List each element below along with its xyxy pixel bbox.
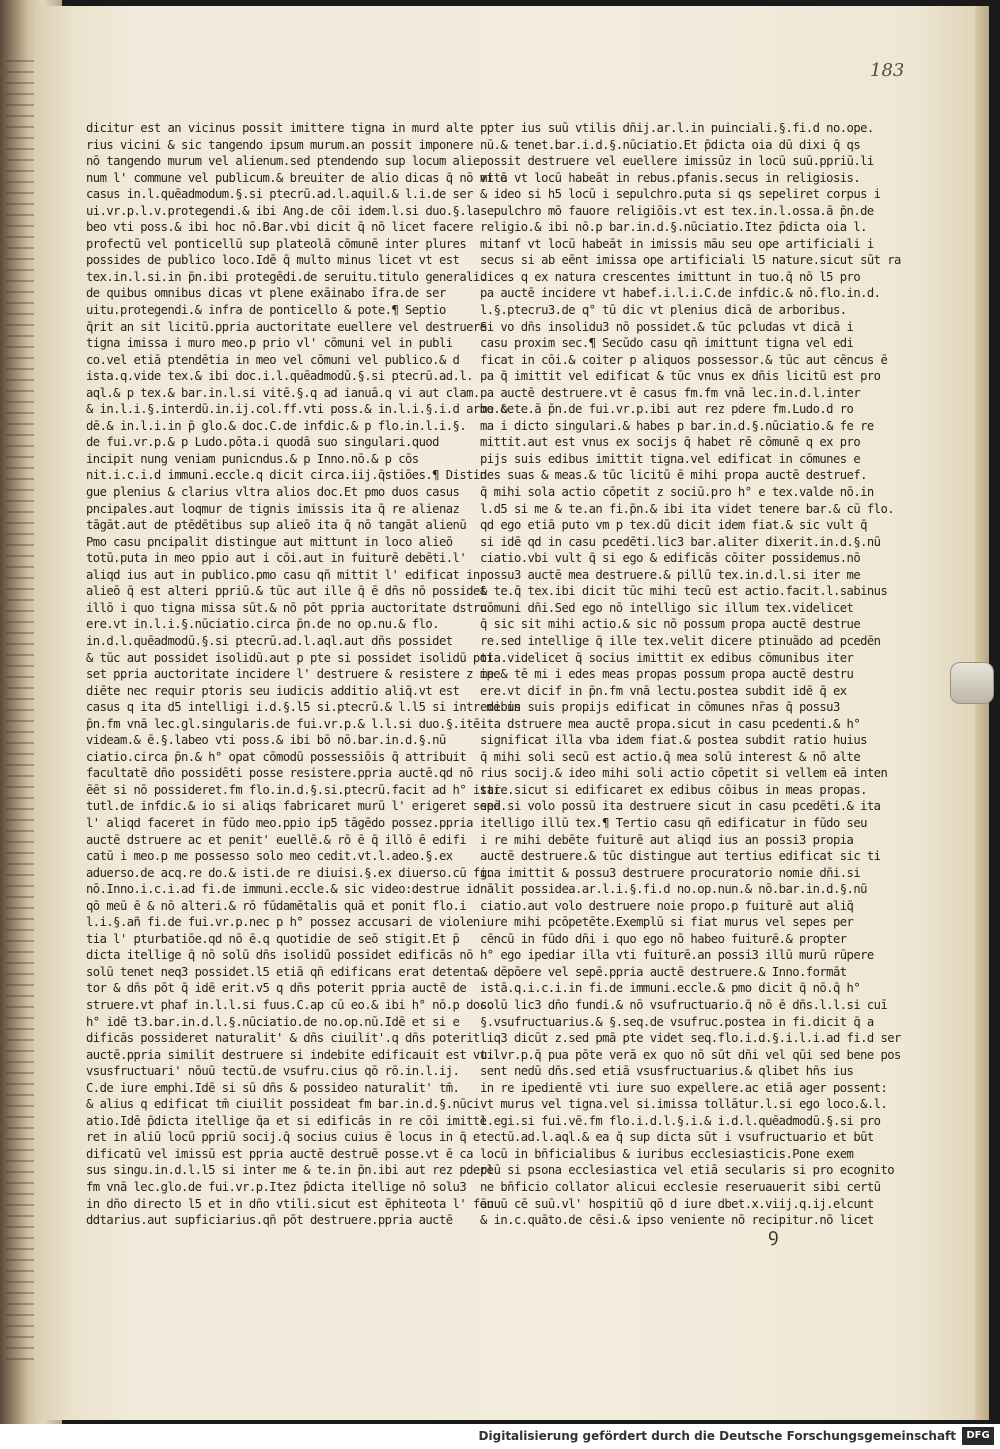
text-line: possit destruere vel euellere imissūz in locū suū.ppriū.li	[480, 154, 874, 169]
page-clip	[950, 662, 994, 704]
text-line: sed si volo possū ita destruere sicut in casu pcedēti.& ita	[480, 799, 881, 814]
text-line: atio.Idē p̄dicta itellige q̄a et si edificās in re cōi imitte	[86, 1113, 487, 1128]
text-line: significat illa vba idem fiat.& postea subdit ratio huius	[480, 733, 867, 748]
text-line: catū i meo.p me possesso solo meo cedit.vt.l.adeo.§.ex	[86, 849, 453, 864]
text-line: & tūc aut possidet isolidū.aut p pte si possidet isolidū pot	[86, 650, 494, 665]
text-line: diēte nec requir ptoris seu iudicis additio aliq̄.vt est	[86, 683, 460, 698]
text-line: des suas & meas.& tūc licitū ē mihi propa auctē destruef.	[480, 468, 867, 483]
text-line: & in.l.i.§.interdū.in.ij.col.ff.vti poss.& in.l.i.§.i.d arbo.ce	[86, 402, 514, 417]
text-line: ppter ius suū vtilis dn̄ij.ar.l.in puinciali.§.fi.d no.ope.	[480, 121, 874, 135]
text-line: gna imittit & possu3 destruere procuratorio nomie dn̄i.si	[480, 865, 861, 880]
text-line: q̄ mihi soli secū est actio.q̄ mea solū interest & nō alte	[480, 749, 861, 764]
text-line: tigna imissa i muro meo.p prio vl' cōmuni vel in publi	[86, 336, 453, 351]
text-line: dē.& in.l.i.in p̄ glo.& doc.C.de infdic.& p flo.in.l.i.§.	[86, 418, 467, 433]
text-line: re.sed intellige q̄ ille tex.velit dicere ptinuādo ad pcedēn	[480, 633, 881, 648]
text-line: nō tangendo murum vel alienum.sed ptendendo sup locum alie	[86, 154, 480, 169]
text-line: si idē qd in casu pcedēti.lic3 bar.aliter dixerit.in.d.§.nū	[480, 534, 881, 549]
text-line: ciatio.vbi vult q̄ si ego & edificās cōiter possidemus.nō	[480, 551, 861, 566]
text-line: nū.& tenet.bar.i.d.§.nūciatio.Et p̄dicta oia dū dixi q̄ qs	[480, 137, 861, 152]
text-line: tutl.de infdic.& io si aliqs fabricaret murū l' erigeret sepē.	[86, 799, 507, 814]
text-line: i re mihi debēte fuiturē aut aliqd ius an possi3 propia	[480, 832, 854, 847]
text-line: iure mihi pcōpetēte.Exemplū si fiat murus vel sepes per	[480, 915, 854, 930]
text-line: edibus suis propijs edificat in cōmunes nr̄as q̄ possu3	[480, 700, 840, 715]
page-fore-edge	[975, 6, 989, 1420]
text-line: l' aliqd faceret in fūdo meo.ppio ip5 tāgēdo possez.ppria	[86, 815, 473, 830]
text-line: ista.q.vide tex.& ibi doc.i.l.quēadmodū.§.si ptecrū.ad.l.	[86, 369, 473, 384]
text-line: nālit possidea.ar.l.i.§.fi.d no.op.nun.& nō.bar.in.d.§.nū	[480, 882, 867, 897]
text-line: qd ego etiā puto vm p tex.dū dicit idem fiat.& sic vult q̄	[480, 518, 867, 533]
text-line: tia.videlicet q̄ socius imittit ex edibus cōmunibus iter	[480, 650, 854, 665]
text-line: religio.& ibi nō.p bar.in.d.§.nūciatio.Itez p̄dicta oia l.	[480, 220, 867, 235]
text-line: §.vsufructuarius.& §.seq.de vsufruc.postea in fi.dicit q̄ a	[480, 1014, 874, 1029]
text-line: illō i quo tigna missa sūt.& nō pōt ppria auctoritate dstru	[86, 600, 487, 615]
text-line: incipit nung veniam punicndus.& p Inno.nō.& p cōs	[86, 451, 419, 466]
text-line: l.i.§.añ fi.de fui.vr.p.nec p h° possez accusari de violen	[86, 915, 480, 930]
text-line: nit.i.c.i.d immuni.eccle.q dicit circa.iij.q̄stiōes.¶ Distin	[86, 468, 487, 483]
text-line: l.egi.si fui.vē.fm flo.i.d.l.§.i.& i.d.l.quēadmodū.§.si pro	[480, 1113, 881, 1128]
text-line: solū tenet neq3 possidet.l5 etiā qn̄ edificans erat detenta	[86, 964, 480, 979]
text-line: ere.vt dicif in p̄n.fm vnā lectu.postea subdit idē q̄ ex	[480, 683, 847, 698]
text-line: cōmuni dn̄i.Sed ego nō intelligo sic illum tex.videlicet	[480, 600, 854, 615]
text-line: & alius q edificat tm̄ ciuilit possideat fm bar.in.d.§.nūci	[86, 1097, 480, 1112]
text-line: ddtarius.aut supficiarius.qn̄ pōt destruere.ppria auctē	[86, 1213, 453, 1228]
text-line: aliqd ius aut in publico.pmo casu qn̄ mittit l' edificat in	[86, 567, 480, 582]
text-line: alieō q̄ est alteri ppriū.& tūc aut ille q̄ ē dn̄s nō possidet	[86, 584, 487, 599]
text-line: Si vo dn̄s insolidu3 nō possidet.& tūc pcludas vt dicā i	[480, 319, 854, 334]
text-line: pncipales.aut loqmur de tignis imissis ita q̄ re alienaz	[86, 501, 460, 516]
text-line: de quibus omnibus dicas vt plene exāinabo īfra.de ser	[86, 286, 446, 301]
text-line: ficat in cōi.& coiter p aliquos possessor.& tūc aut cēncus ē	[480, 352, 888, 367]
text-line: ciatio.aut volo destruere noie propo.p fuiturē aut aliq̄	[480, 898, 854, 913]
text-line: liq3 dicūt z.sed pmā pte videt seq.flo.i.d.§.i.l.i.ad fi.d ser	[480, 1031, 901, 1046]
text-line: beo vti poss.& ibi hoc nō.Bar.vbi dicit q̄ nō licet facere	[86, 220, 473, 235]
text-line: q̄ mihi sola actio cōpetit z sociū.pro h° e tex.valde nō.in	[480, 485, 874, 500]
text-line: casus q ita d5 intelligi i.d.§.l5 si.ptecrū.& l.l5 si intr me in	[86, 700, 521, 715]
text-line: profectū vel ponticellū sup plateolā cōmunē inter plures	[86, 236, 467, 251]
text-line: qō meū ē & nō alteri.& rō fūdamētalis quā et ponit flo.i	[86, 898, 467, 913]
text-line: totū.puta in meo ppio aut i cōi.aut in fuiturē debēti.l'	[86, 551, 467, 566]
text-line: me & tē mi i edes meas propas possum propa auctē destru	[480, 667, 854, 682]
text-line: facultatē dn̄o possidēti posse resistere.ppria auctē.qd nō	[86, 766, 473, 781]
text-line: tor & dn̄s pōt q̄ idē erit.v5 q dn̄s poterit ppria auctē de	[86, 981, 467, 996]
text-line: ānuū cē suū.vl' hospitiū qō d iure dbet.x.viij.q.ij.elcunt	[480, 1196, 874, 1211]
text-line: auctē destruere.& tūc distingue aut tertius edificat sic ti	[480, 849, 881, 864]
text-line: Pmo casu pncipalit distingue aut mittunt in loco alieō	[86, 534, 453, 549]
text-line: co.vel etiā ptendētia in meo vel cōmuni vel publico.& d	[86, 352, 460, 367]
footer-bar	[0, 1424, 1000, 1449]
text-line: tāgāt.aut de ptēdētibus sup alieō ita q̄ nō tangāt alienū	[86, 518, 467, 533]
text-line: ita dstruere mea auctē propa.sicut in casu pcedenti.& h°	[480, 716, 861, 731]
text-line: possu3 auctē mea destruere.& pillū tex.in.d.l.si iter me	[480, 567, 861, 582]
text-line: istā.q.i.c.i.in fi.de immuni.eccle.& pmo dicit q̄ nō.q̄ h°	[480, 981, 861, 996]
text-line: tex.in.l.si.in p̄n.ibi protegēdi.de seruitu.titulo generali.	[86, 269, 487, 284]
text-line: l.d5 si me & te.an fi.p̄n.& ibi ita videt tenere bar.& cū flo.	[480, 501, 895, 516]
right-text-column	[480, 120, 901, 1229]
text-line: ere.vt in.l.i.§.nūciatio.circa p̄n.de no op.nu.& flo.	[86, 617, 439, 632]
text-line: pa auctē destruere.vt ē casus fm.fm vnā lec.in.d.l.inter	[480, 385, 861, 400]
text-line: auctē.ppria similit destruere si indebite edificauit est vt.l.	[86, 1047, 507, 1062]
text-line: num l' commune vel publicum.& breuiter de alio dicas q̄ nō vt ē	[86, 170, 507, 185]
text-line: set ppria auctoritate incidere l' destruere & resistere z ipe	[86, 667, 501, 682]
text-line: aduerso.de acq.re do.& isti.de re diuisi.§.ex diuerso.cū fi.	[86, 865, 494, 880]
text-line: tare.sicut si edificaret ex edibus cōibus in meas propas.	[480, 782, 867, 797]
text-line: pa auctē incidere vt habef.i.l.i.C.de infdic.& nō.flo.in.d.	[480, 286, 881, 301]
text-line: dificās possideret naturalit' & dn̄s ciuilit'.q dn̄s poterit	[86, 1031, 480, 1046]
text-line: in dn̄o directo l5 et in dn̄o vtili.sicut est ēphiteota l' feu	[86, 1196, 494, 1211]
text-line: & dēpōere vel sepē.ppria auctē destruere.& Inno.formāt	[480, 964, 847, 979]
text-line: pa q̄ imittit vel edificat & tūc vnus ex dn̄is licitū est pro	[480, 369, 881, 384]
text-line: possides de publico loco.Idē q̄ multo minus licet vt est	[86, 253, 460, 268]
text-line: & in.c.quāto.de cēsi.& ipso veniente nō recipitur.nō licet	[480, 1213, 874, 1228]
text-line: vsusfructuari' nōuū tectū.de vsufru.cius qō rō.in.l.ij.	[86, 1064, 460, 1079]
text-line: secus si ab eēnt imissa ope artificiali l5 nature.sicut sūt ra	[480, 253, 901, 268]
text-line: casus in.l.quēadmodum.§.si ptecrū.ad.l.aquil.& l.i.de ser	[86, 187, 473, 202]
text-line: C.de iure emphi.Idē si sū dn̄s & possideo naturalit' tm̄.	[86, 1080, 460, 1095]
text-line: & te.q̄ tex.ibi dicit tūc mihi tecū est actio.facit.l.sabinus	[480, 584, 888, 599]
text-line: casu proxim sec.¶ Secūdo casu qn̄ imittunt tigna vel edi	[480, 336, 854, 351]
text-line: de fui.vr.p.& p Ludo.pōta.i quodā suo singulari.quod	[86, 435, 439, 450]
text-line: aql.& p tex.& bar.in.l.si vitē.§.q ad ianuā.q vi aut clam.	[86, 385, 480, 400]
text-line: rius vicini & sic tangendo ipsum murum.an possit imponere	[86, 137, 473, 152]
text-line: cēncū in fūdo dn̄i i quo ego nō habeo fuiturē.& propter	[480, 931, 847, 946]
text-line: vt murus vel tigna.vel si.imissa tollātur.l.si ego loco.&.l.	[480, 1097, 888, 1112]
text-line: tectū.ad.l.aql.& ea q̄ sup dicta sūt i vsufructuario et būt	[480, 1130, 874, 1145]
text-line: ēēt si nō possideret.fm flo.in.d.§.si.ptecrū.facit ad h° isti	[86, 782, 501, 797]
text-line: l.§.ptecru3.de q° tū dic vt plenius dicā de arboribus.	[480, 303, 847, 318]
text-line: q̄ sic sit mihi actio.& sic nō possum propa auctē destrue	[480, 617, 861, 632]
text-line: ne bn̄ficio collator alicui ecclesie reseruauerit sibi certū	[480, 1180, 881, 1194]
text-line: dificatū vel imissū est ppria auctē destruē posse.vt ē ca	[86, 1146, 473, 1161]
text-line: dicta itellige q̄ nō solū dn̄s isolidū possidet edificās nō	[86, 948, 473, 963]
text-line: q̄rit an sit licitū.ppria auctoritate euellere vel destruere	[86, 319, 487, 334]
text-line: nō.Inno.i.c.i.ad fi.de immuni.eccle.& sic video:destrue id	[86, 882, 480, 897]
text-line: ret in aliū locū ppriū socij.q̄ socius cuius ē locus in q̄ e	[86, 1130, 480, 1145]
left-text-column	[86, 120, 521, 1229]
text-line: fm vnā lec.glo.de fui.vr.p.Itez p̄dicta itellige nō solu3	[86, 1180, 467, 1194]
catchword-mark: ꝯ	[768, 1225, 779, 1246]
text-line: & ideo si h5 locū i sepulchro.puta si qs sepeliret corpus i	[480, 187, 881, 202]
text-line: h° idē t3.bar.in.d.l.§.nūciatio.de no.op.nū.Idē et si e	[86, 1014, 460, 1029]
text-line: ma i dicto singulari.& habes p bar.in.d.§.nūciatio.& fe re	[480, 418, 874, 433]
text-line: dices q ex natura crescentes imittunt in tuo.q̄ nō l5 pro	[480, 269, 861, 284]
text-line: sus singu.in.d.l.l5 si inter me & te.in p̄n.ibi aut rez pdere	[86, 1163, 494, 1178]
text-line: ciatio.circa p̄n.& h° opat cōmodū possessiōis q̄ attribuit	[86, 749, 467, 764]
text-line: locū in bn̄ficialibus & iuribus ecclesiasticis.Pone exem	[480, 1146, 854, 1161]
text-line: rius socij.& ideo mihi soli actio cōpetit si vellem eā inten	[480, 766, 888, 781]
text-line: in.d.l.quēadmodū.§.si ptecrū.ad.l.aql.aut dn̄s possidet	[86, 633, 453, 648]
text-line: videam.& ē.§.labeo vti poss.& ibi bō nō.bar.in.d.§.nū	[86, 733, 446, 748]
folio-number: 183	[870, 60, 905, 81]
text-line: mittit.aut est vnus ex socijs q̄ habet rē cōmunē q ex pro	[480, 435, 861, 450]
text-line: me & te.ā p̄n.de fui.vr.p.ibi aut rez pdere fm.Ludo.d ro	[480, 402, 854, 417]
text-line: tia l' pturbatiōe.qd nō ē.q quotidie de seō stigit.Et p̄	[86, 931, 460, 946]
text-line: mita vt locū habeāt in rebus.pfanis.secus in religiosis.	[480, 170, 861, 185]
text-line: sent nedū dn̄s.sed etiā vsusfructuarius.& qlibet hn̄s ius	[480, 1064, 854, 1079]
text-line: itelligo illū tex.¶ Tertio casu qn̄ edificatur in fūdo seu	[480, 815, 867, 830]
text-line: sepulchro mō fauore religiōis.vt est tex.in.l.ossa.ā p̄n.de	[480, 203, 874, 218]
text-line: uitu.protegendi.& infra de ponticello & pote.¶ Septio	[86, 303, 446, 318]
text-line: struere.vt phaf in.l.l.si fuus.C.ap cū eo.& ibi h° nō.p doc.	[86, 997, 494, 1012]
text-line: mitanf vt locū habeāt in imissis māu seu ope artificiali i	[480, 236, 874, 251]
text-line: solū lic3 dn̄o fundi.& nō vsufructuario.q̄ nō ē dn̄s.l.l.si cuī	[480, 997, 888, 1012]
text-line: h° ego ipediar illa vti fuiturē.an possi3 illū murū rūpere	[480, 948, 874, 963]
text-line: pijs suis edibus imittit tigna.vel edificat in cōmunes e	[480, 451, 861, 466]
text-line: gue plenius & clarius vltra alios doc.Et pmo duos casus	[86, 485, 460, 500]
text-line: plū si psona ecclesiastica vel etiā secularis si pro ecognito	[480, 1163, 895, 1178]
text-line: dicitur est an vicinus possit imittere tigna in murd alte	[86, 121, 473, 135]
text-line: auctē dstruere ac et penit' euellē.& rō ē q̄ illō ē edifi	[86, 832, 467, 847]
dfg-logo-icon: DFG	[962, 1427, 994, 1445]
text-line: in re ipedientē vti iure suo expellere.ac etiā ager possent:	[480, 1080, 888, 1095]
footer-credit-text: Digitalisierung gefördert durch die Deutsche Forschungsgemeinschaft	[478, 1429, 956, 1443]
text-line: p̄n.fm vnā lec.gl.singularis.de fui.vr.p.& l.l.si duo.§.itē	[86, 716, 480, 731]
text-line: ui.vr.p.q̄ pua pōte verā ex quo nō sūt dn̄i vel qūi sed bene pos	[480, 1047, 901, 1062]
text-line: ui.vr.p.l.v.protegendi.& ibi Ang.de cōi idem.l.si duo.§.la	[86, 203, 480, 218]
